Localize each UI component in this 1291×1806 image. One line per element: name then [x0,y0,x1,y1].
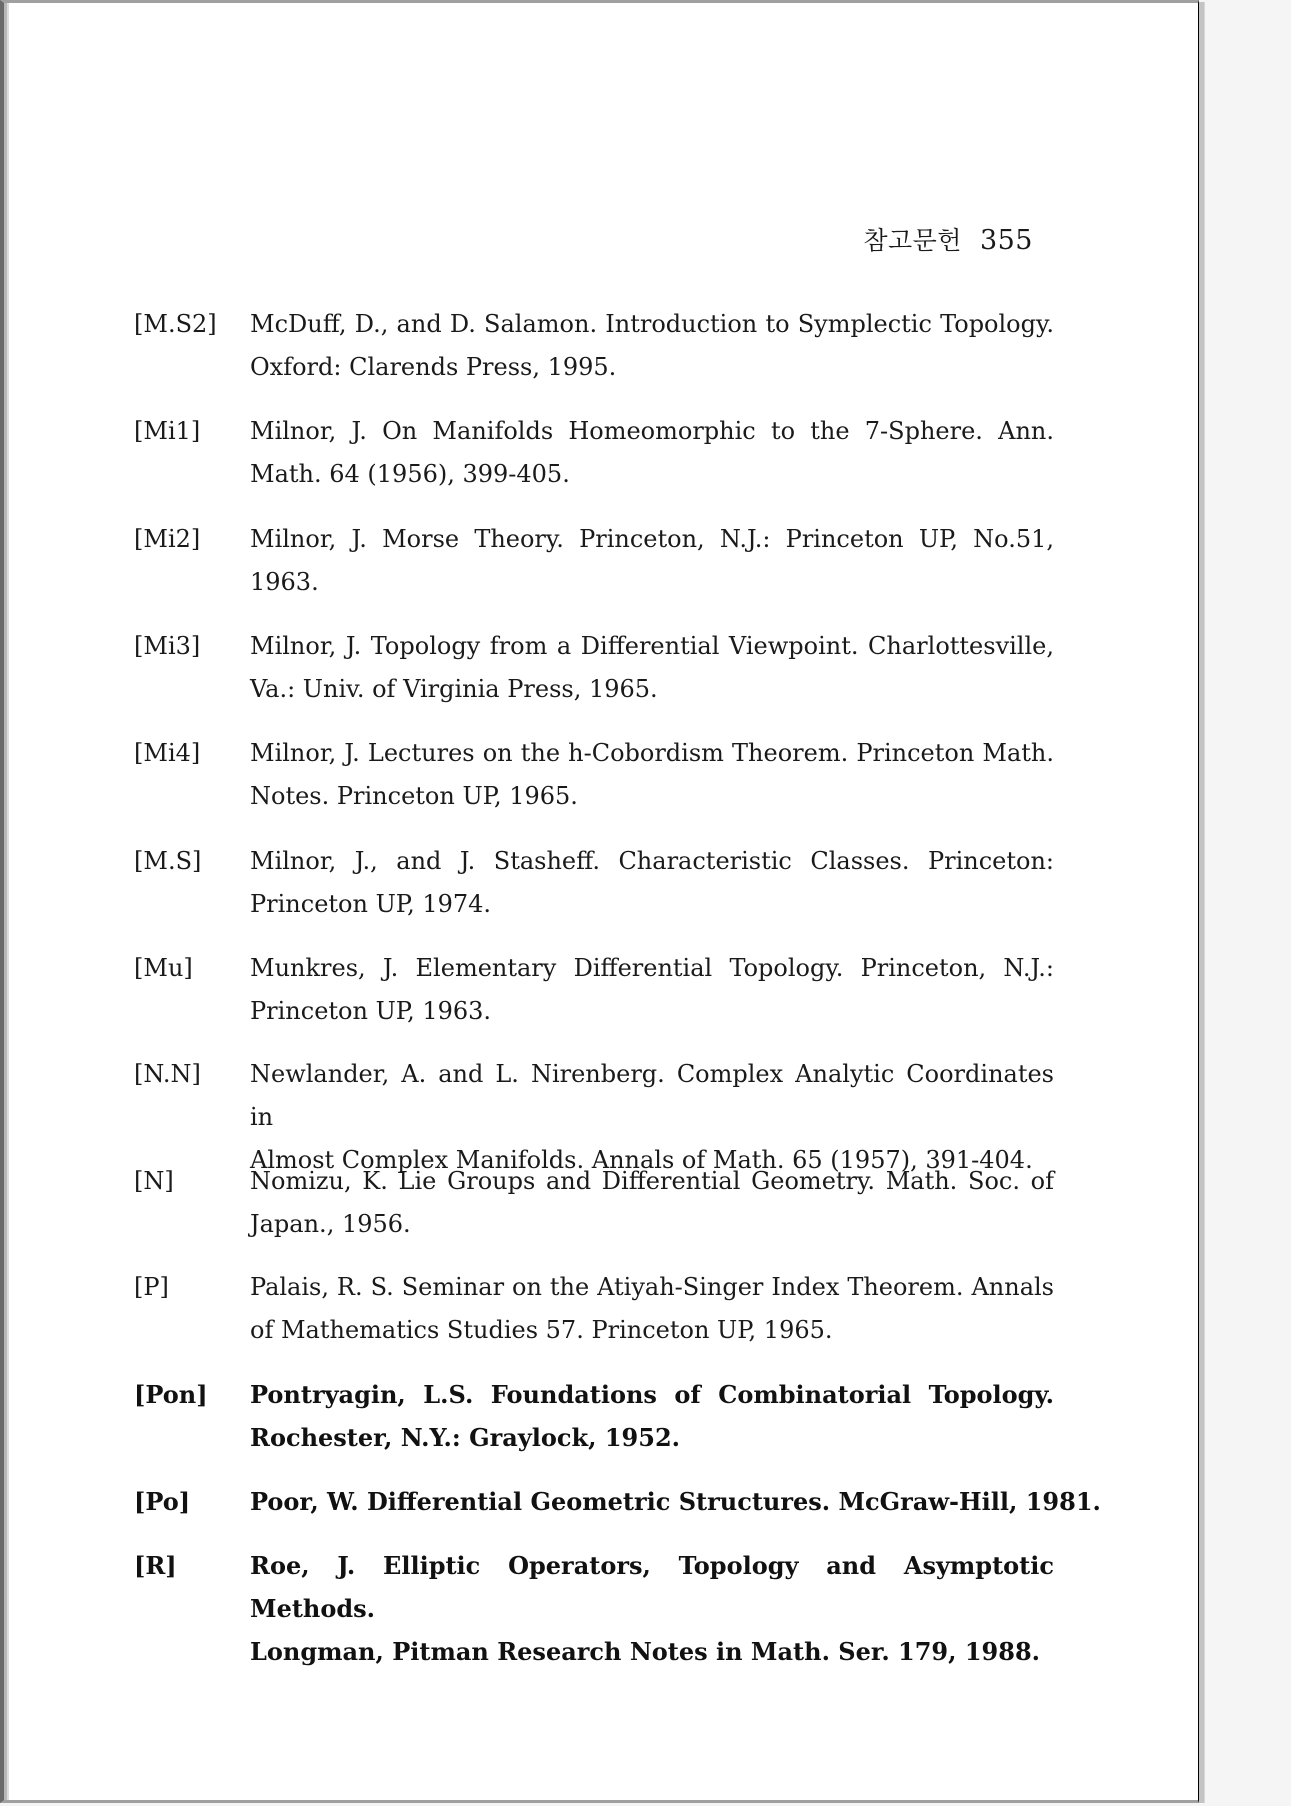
running-head [863,221,1033,257]
reference-label: [N] [134,1167,174,1195]
reference-label: [Po] [134,1487,191,1516]
reference-label: [M.S2] [134,310,217,338]
reference-line: Munkres, J. Elementary Differential Topology. Princeton, N.J.: [250,954,1054,982]
reference-label: [Mi3] [134,632,201,660]
reference-line: Milnor, J. Lectures on the h-Cobordism Theorem. Princeton Math. [250,739,1054,767]
reference-label: [Mu] [134,954,193,982]
reference-label: [Mi2] [134,525,201,553]
reference-line: Notes. Princeton UP, 1965. [250,782,578,810]
reference-line: Princeton UP, 1963. [250,997,492,1025]
page-number: 355 [979,225,1033,256]
reference-text [250,1544,1054,1673]
reference-line: Newlander, A. and L. Nirenberg. Complex Analytic Coordinates in [250,1060,1054,1131]
reference-line: Oxford: Clarends Press, 1995. [250,353,617,381]
reference-line: Rochester, N.Y.: Graylock, 1952. [250,1423,680,1452]
reference-line: Poor, W. Differential Geometric Structures. McGraw-Hill, 1981. [250,1487,1101,1516]
running-head-title: 참고문헌 [863,226,962,255]
reference-line: Milnor, J. Morse Theory. Princeton, N.J.: Princeton UP, No.51, [250,525,1054,553]
reference-line: Princeton UP, 1974. [250,890,492,918]
reference-text [250,1266,1054,1352]
reference-line: Milnor, J., and J. Stasheff. Characteristic Classes. Princeton: [250,847,1054,875]
reference-line: Roe, J. Elliptic Operators, Topology and Asymptotic Methods. [250,1551,1054,1623]
reference-line: of Mathematics Studies 57. Princeton UP, 1965. [250,1316,833,1344]
reference-text [250,1160,1054,1246]
reference-text [250,947,1054,1033]
reference-line: Math. 64 (1956), 399-405. [250,460,570,488]
reference-label: [Mi4] [134,739,201,767]
reference-line: Almost Complex Manifolds. Annals of Math. 65 (1957), 391-404. [250,1146,1033,1174]
reference-line: Palais, R. S. Seminar on the Atiyah-Singer Index Theorem. Annals [250,1273,1054,1301]
reference-line: Nomizu, K. Lie Groups and Differential Geometry. Math. Soc. of [250,1167,1054,1195]
reference-label: [Mi1] [134,417,201,445]
reference-line: Va.: Univ. of Virginia Press, 1965. [250,675,658,703]
reference-text [250,732,1054,818]
reference-text [250,1480,1101,1523]
reference-line: Pontryagin, L.S. Foundations of Combinatorial Topology. [250,1380,1054,1409]
reference-text [250,625,1054,711]
reference-line: Longman, Pitman Research Notes in Math. Ser. 179, 1988. [250,1637,1040,1666]
reference-line: 1963. [250,568,319,596]
reference-label: [R] [134,1551,177,1580]
reference-text [250,840,1054,926]
reference-label: [N.N] [134,1060,201,1088]
reference-label: [M.S] [134,847,202,875]
reference-line: Milnor, J. On Manifolds Homeomorphic to the 7-Sphere. Ann. [250,417,1054,445]
reference-text [250,303,1054,389]
page-edge-shadow [1199,2,1205,1803]
reference-line: Japan., 1956. [250,1210,411,1238]
reference-label: [P] [134,1273,169,1301]
reference-text [250,410,1054,496]
reference-line: Milnor, J. Topology from a Differential Viewpoint. Charlottesville, [250,632,1054,660]
reference-text [250,1373,1054,1459]
reference-text [250,518,1054,604]
reference-line: McDuff, D., and D. Salamon. Introduction to Symplectic Topology. [250,310,1054,338]
reference-label: [Pon] [134,1380,208,1409]
